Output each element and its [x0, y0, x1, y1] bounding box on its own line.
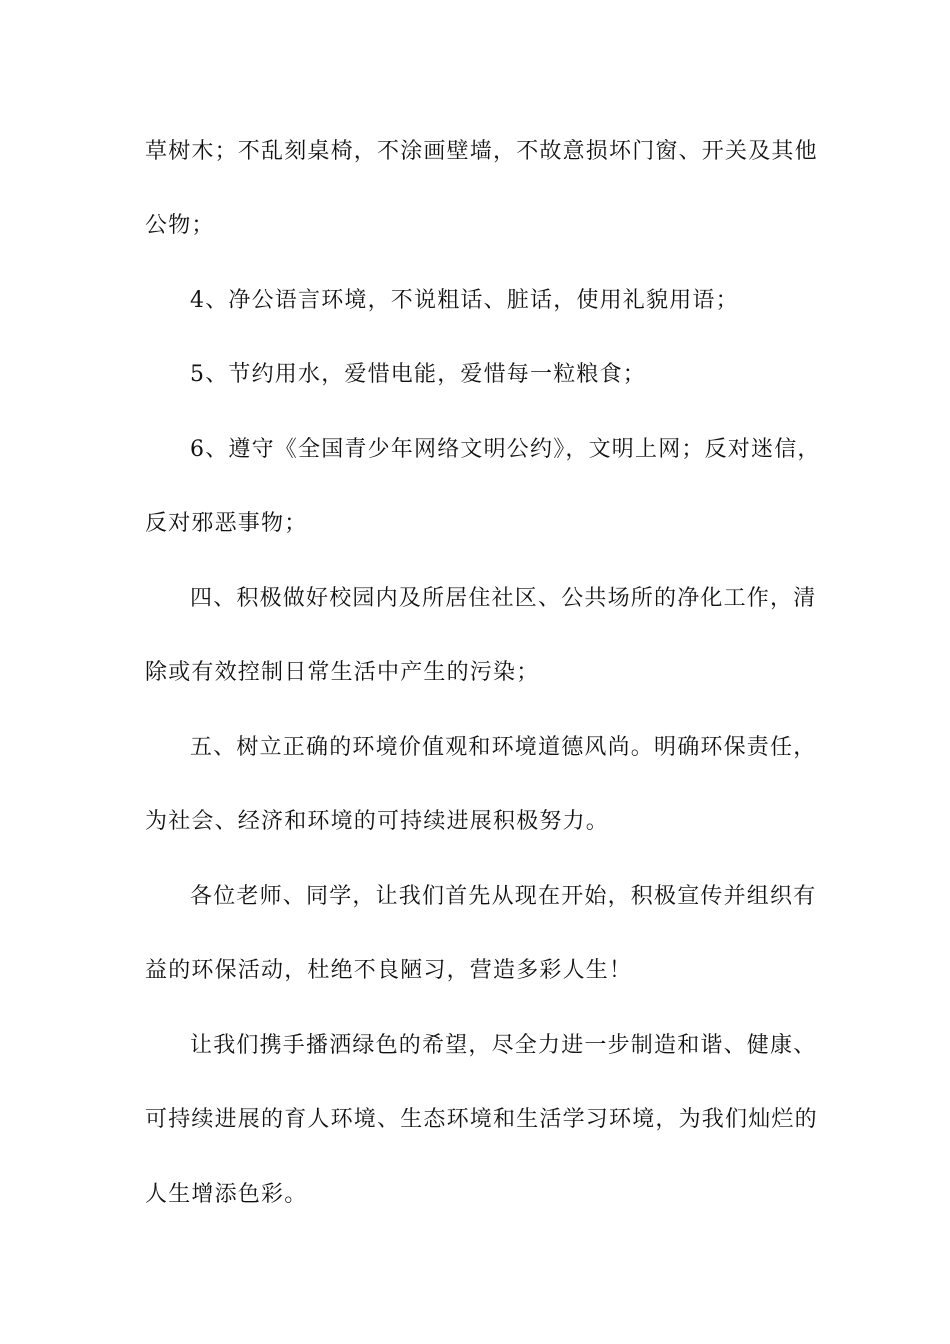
text-line: 草树木；不乱刻桌椅，不涂画壁墙，不故意损坏门窗、开关及其他: [145, 139, 818, 164]
text-line: 6、遵守《全国青少年网络文明公约》，文明上网；反对迷信，: [190, 437, 821, 462]
text-line: 反对邪恶事物；: [145, 511, 308, 536]
text-line: 4、净公语言环境，不说粗话、脏话，使用礼貌用语；: [190, 288, 739, 313]
text-line: 各位老师、同学，让我们首先从现在开始，积极宣传并组织有: [190, 884, 817, 909]
text-line: 让我们携手播洒绿色的希望，尽全力进一步制造和谐、健康、: [190, 1033, 817, 1058]
text-line: 除或有效控制日常生活中产生的污染；: [145, 660, 540, 685]
text-line: 人生增添色彩。: [145, 1182, 308, 1207]
text-line: 5、节约用水，爱惜电能，爱惜每一粒粮食；: [190, 362, 646, 387]
text-line: 可持续进展的育人环境、生态环境和生活学习环境，为我们灿烂的: [145, 1107, 818, 1132]
text-line: 益的环保活动，杜绝不良陋习，营造多彩人生！: [145, 958, 633, 983]
text-line: 公物；: [145, 213, 215, 238]
text-line: 五、树立正确的环境价值观和环境道德风尚。明确环保责任，: [190, 735, 817, 760]
text-line: 为社会、经济和环境的可持续进展积极努力。: [145, 809, 610, 834]
text-line: 四、积极做好校园内及所居住社区、公共场所的净化工作，清: [190, 586, 817, 611]
